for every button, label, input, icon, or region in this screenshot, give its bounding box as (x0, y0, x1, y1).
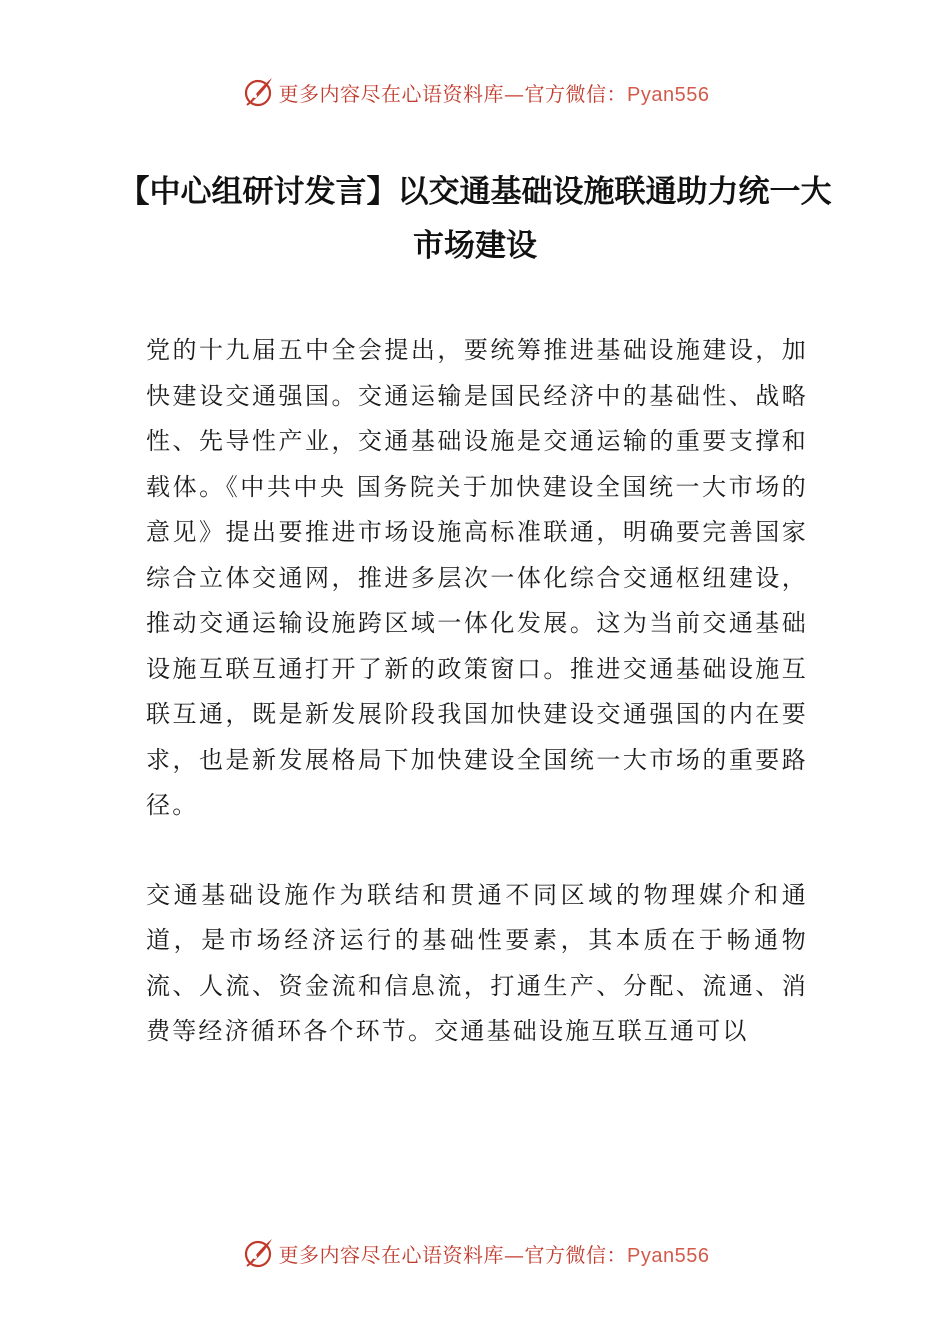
document-title: 【中心组研讨发言】以交通基础设施联通助力统一大市场建设 (118, 174, 832, 264)
footer-banner (0, 1233, 950, 1273)
quill-pen-logo-icon (241, 75, 275, 109)
paragraph-2: 交通基础设施作为联结和贯通不同区域的物理媒介和通道，是市场经济运行的基础性要素，其本质在于畅通物流、人流、资金流和信息流，打通生产、分配、流通、消费等经济循环各个环节。交通基础设施互联互通可以 (146, 880, 808, 1045)
header-banner (0, 72, 950, 112)
wechat-id: Pyan556 (627, 83, 710, 106)
quill-pen-logo-icon (241, 1236, 275, 1270)
banner-slogan: 更多内容尽在心语资料库—官方微信： (278, 1242, 628, 1267)
banner-slogan: 更多内容尽在心语资料库—官方微信： (278, 81, 628, 106)
document-body (146, 328, 808, 1099)
wechat-id: Pyan556 (627, 1244, 710, 1267)
paragraph-1: 党的十九届五中全会提出，要统筹推进基础设施建设，加快建设交通强国。交通运输是国民经济中的基础性、战略性、先导性产业，交通基础设施是交通运输的重要支撑和载体。《中共中央 国务院关于加快建设全国统一大市场的意见》提出要推进市场设施高标准联通，明确要完善国家综合立体交通网，推进多层次一体化综合交通枢纽建设，推动交通运输设施跨区域一体化发展。这为当前交通基础设施互联互通打开了新的政策窗口。推进交通基础设施互联互通，既是新发展阶段我国加快建设交通强国的内在要求，也是新发展格局下加快建设全国统一大市场的重要路径。 (146, 336, 808, 819)
header-banner-text (279, 78, 710, 107)
footer-banner-text (279, 1239, 710, 1268)
